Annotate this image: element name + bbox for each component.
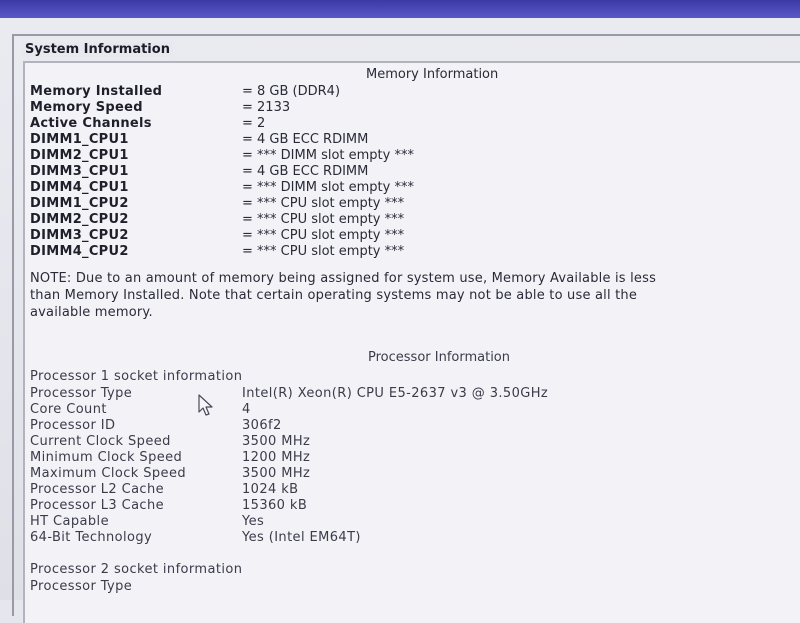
processor-heading: Processor Information <box>368 350 510 365</box>
row-label: DIMM1_CPU1 <box>30 132 129 147</box>
row-label: DIMM4_CPU2 <box>30 244 129 259</box>
row-value: 306f2 <box>242 418 282 433</box>
row-label: Maximum Clock Speed <box>30 466 186 481</box>
note-line: NOTE: Due to an amount of memory being assigned for system use, Memory Available is less <box>30 271 657 286</box>
row-label: Active Channels <box>30 116 152 131</box>
note-line: than Memory Installed. Note that certain operating systems may not be able to use all the <box>30 288 638 303</box>
row-value: = *** CPU slot empty *** <box>242 212 405 227</box>
row-label: DIMM2_CPU2 <box>30 212 129 227</box>
row-value: = 2133 <box>242 100 291 115</box>
row-label: Processor L2 Cache <box>30 482 165 497</box>
row-value: = 8 GB (DDR4) <box>242 84 341 99</box>
memory-note <box>30 270 760 321</box>
row-label: Memory Speed <box>30 100 143 115</box>
row-value: 15360 kB <box>242 498 308 513</box>
row-value: = 4 GB ECC RDIMM <box>242 132 369 147</box>
row-label: 64-Bit Technology <box>30 530 153 545</box>
memory-heading: Memory Information <box>366 67 499 82</box>
row-label: Memory Installed <box>30 84 163 99</box>
note-line: available memory. <box>30 305 153 320</box>
title-bar <box>0 0 800 18</box>
row-value: = *** DIMM slot empty *** <box>242 148 414 163</box>
row-value: = *** CPU slot empty *** <box>242 196 405 211</box>
socket2-title: Processor 2 socket information <box>30 562 243 577</box>
row-value: 3500 MHz <box>242 466 311 481</box>
row-value: Intel(R) Xeon(R) CPU E5-2637 v3 @ 3.50GHz <box>242 386 549 401</box>
row-value: 4 <box>242 402 251 417</box>
row-value: = 2 <box>242 116 266 131</box>
row-value: = *** CPU slot empty *** <box>242 228 405 243</box>
row-value: = *** CPU slot empty *** <box>242 244 405 259</box>
row-label: Minimum Clock Speed <box>30 450 183 465</box>
row-label: DIMM4_CPU1 <box>30 180 129 195</box>
row-label: DIMM1_CPU2 <box>30 196 129 211</box>
socket1-title: Processor 1 socket information <box>30 369 243 384</box>
row-value: 1200 MHz <box>242 450 311 465</box>
row-value: Yes <box>242 514 265 529</box>
row-label: HT Capable <box>30 514 109 529</box>
row-label: Current Clock Speed <box>30 434 171 449</box>
row-label: Processor ID <box>30 418 116 433</box>
row-label: Processor L3 Cache <box>30 498 165 513</box>
mouse-pointer-icon <box>198 394 216 418</box>
row-value: 3500 MHz <box>242 434 311 449</box>
row-label: DIMM2_CPU1 <box>30 148 129 163</box>
row-value: Yes (Intel EM64T) <box>242 530 361 545</box>
row-label: DIMM3_CPU1 <box>30 164 129 179</box>
row-label: DIMM3_CPU2 <box>30 228 129 243</box>
row-label: Processor Type <box>30 386 133 401</box>
row-value: = 4 GB ECC RDIMM <box>242 164 369 179</box>
row-value: 1024 kB <box>242 482 299 497</box>
row-value: = *** DIMM slot empty *** <box>242 180 414 195</box>
group-title: System Information <box>22 42 173 57</box>
row-label: Processor Type <box>30 579 133 594</box>
row-label: Core Count <box>30 402 107 417</box>
